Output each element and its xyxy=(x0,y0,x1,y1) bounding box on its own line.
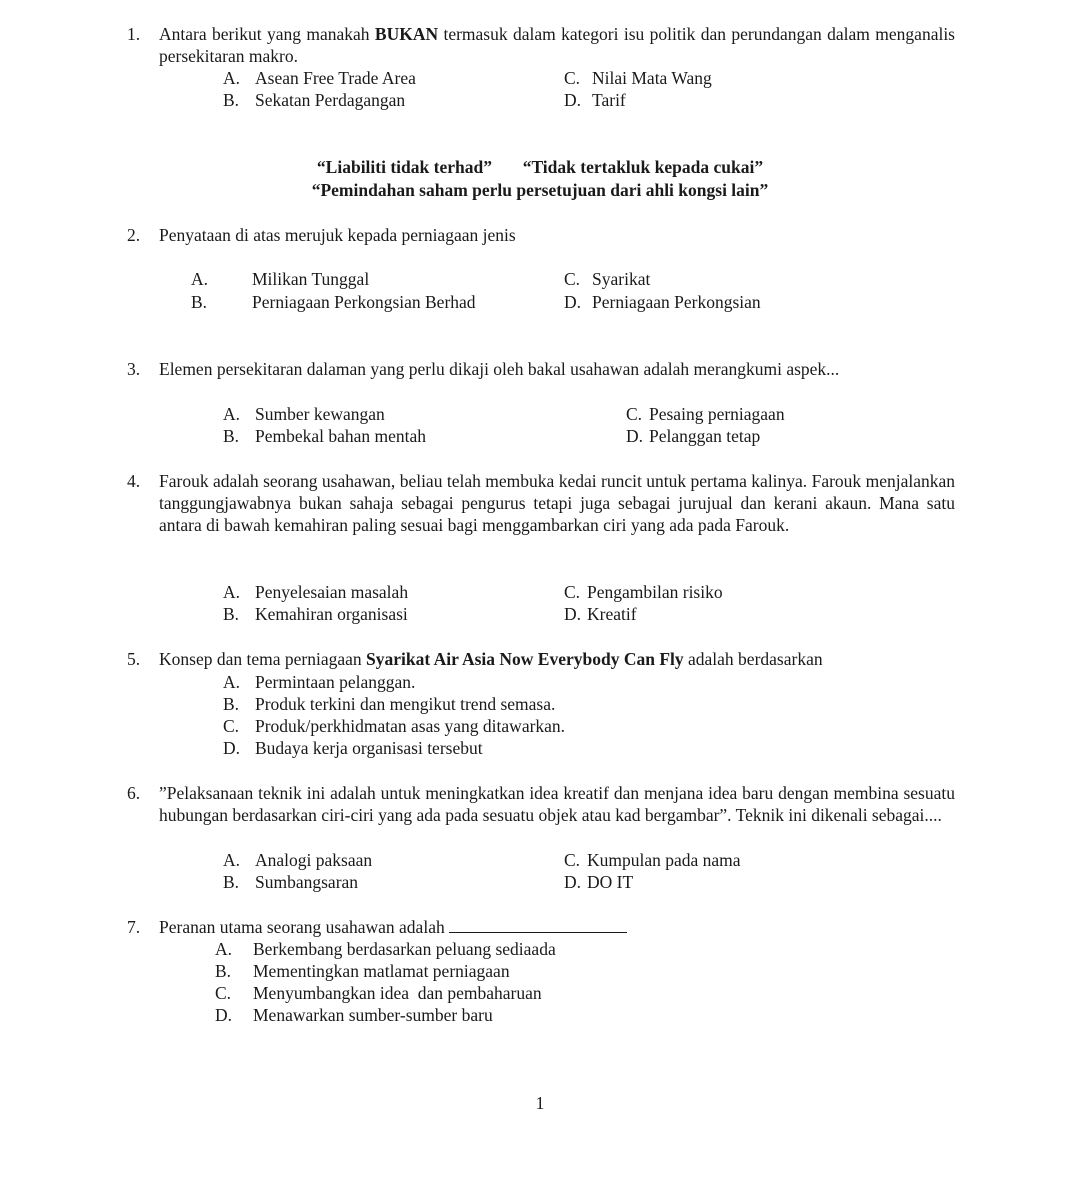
option-d: D. Budaya kerja organisasi tersebut xyxy=(223,738,483,758)
question-text: Peranan utama seorang usahawan adalah xyxy=(159,916,955,938)
quote-cukai: “Tidak tertakluk kepada cukai” xyxy=(522,157,764,177)
option-d: D. Kreatif xyxy=(564,604,637,624)
option-c: C. Nilai Mata Wang xyxy=(564,68,712,88)
emphasis-text: BUKAN xyxy=(374,24,439,44)
option-c: C. Menyumbangkan idea dan pembaharuan xyxy=(215,983,542,1003)
question-6 xyxy=(127,782,955,826)
quote-line-1 xyxy=(0,156,1080,178)
question-number: 4. xyxy=(127,471,141,491)
option-c: C. Pesaing perniagaan xyxy=(626,404,785,424)
option-d: D. Perniagaan Perkongsian xyxy=(564,292,761,312)
option-b: B. Sekatan Perdagangan xyxy=(223,90,406,110)
option-d: D. DO IT xyxy=(564,872,634,892)
question-number: 3. xyxy=(127,359,141,379)
quote-line-2 xyxy=(0,179,1080,201)
quote-liabiliti: “Liabiliti tidak terhad” xyxy=(316,157,492,177)
option-c: C. Kumpulan pada nama xyxy=(564,850,741,870)
question-text: Farouk adalah seorang usahawan, beliau telah membuka kedai runcit untuk pertama kalinya. Farouk menjalankan tanggungjawabnya bukan sahaja sebagai pengurus tetapi juga sebagai jurujual dan kerani akaun. Mana satu antara di bawah kemahiran paling sesuai bagi menggambarkan ciri yang ada pada Farouk. xyxy=(159,471,955,535)
question-text: Elemen persekitaran dalaman yang perlu dikaji oleh bakal usahawan adalah merangkumi aspek... xyxy=(159,359,840,379)
question-number: 7. xyxy=(127,917,141,937)
option-b: B. Produk terkini dan mengikut trend semasa. xyxy=(223,694,556,714)
option-a: A. Milikan Tunggal xyxy=(191,269,370,289)
question-5 xyxy=(127,648,955,670)
option-a: A. Sumber kewangan xyxy=(223,404,385,424)
quote-saham: “Pemindahan saham perlu persetujuan dari ahli kongsi lain” xyxy=(311,180,769,200)
option-b: B. Sumbangsaran xyxy=(223,872,359,892)
emphasis-text: Syarikat Air Asia Now Everybody Can Fly xyxy=(366,649,684,669)
option-a: A. Permintaan pelanggan. xyxy=(223,672,416,692)
option-b: B. Perniagaan Perkongsian Berhad xyxy=(191,292,476,312)
option-d: D. Pelanggan tetap xyxy=(626,426,761,446)
question-7 xyxy=(127,916,955,938)
question-3 xyxy=(127,358,955,380)
question-4 xyxy=(127,470,955,536)
question-1 xyxy=(127,23,955,67)
option-a: A. Asean Free Trade Area xyxy=(223,68,416,88)
question-number: 6. xyxy=(127,783,141,803)
option-a: A. Analogi paksaan xyxy=(223,850,373,870)
question-text: ”Pelaksanaan teknik ini adalah untuk meningkatkan idea kreatif dan menjana idea baru dengan membina sesuatu hubungan berdasarkan ciri-ciri yang ada pada sesuatu objek atau kad bergambar”. Teknik ini dikenali sebagai.... xyxy=(159,783,955,825)
question-number: 1. xyxy=(127,24,141,44)
option-a: A. Berkembang berdasarkan peluang sediaada xyxy=(215,939,556,959)
question-text: Antara berikut yang manakah BUKAN termasuk dalam kategori isu politik dan perundangan dalam menganalis persekitaran makro. xyxy=(159,24,955,66)
question-number: 5. xyxy=(127,649,141,669)
option-c: C. Produk/perkhidmatan asas yang ditawarkan. xyxy=(223,716,566,736)
page-number: 1 xyxy=(535,1093,545,1113)
option-b: B. Kemahiran organisasi xyxy=(223,604,408,624)
option-d: D. Menawarkan sumber-sumber baru xyxy=(215,1005,493,1025)
option-c: C. Syarikat xyxy=(564,269,651,289)
question-2 xyxy=(127,224,955,246)
option-a: A. Penyelesaian masalah xyxy=(223,582,409,602)
answer-blank-line xyxy=(449,916,627,933)
option-c: C. Pengambilan risiko xyxy=(564,582,723,602)
question-text: Penyataan di atas merujuk kepada perniagaan jenis xyxy=(159,225,516,245)
option-d: D. Tarif xyxy=(564,90,626,110)
question-text: Konsep dan tema perniagaan Syarikat Air Asia Now Everybody Can Fly adalah berdasarkan xyxy=(159,649,823,669)
option-b: B. Mementingkan matlamat perniagaan xyxy=(215,961,510,981)
question-number: 2. xyxy=(127,225,141,245)
option-b: B. Pembekal bahan mentah xyxy=(223,426,427,446)
